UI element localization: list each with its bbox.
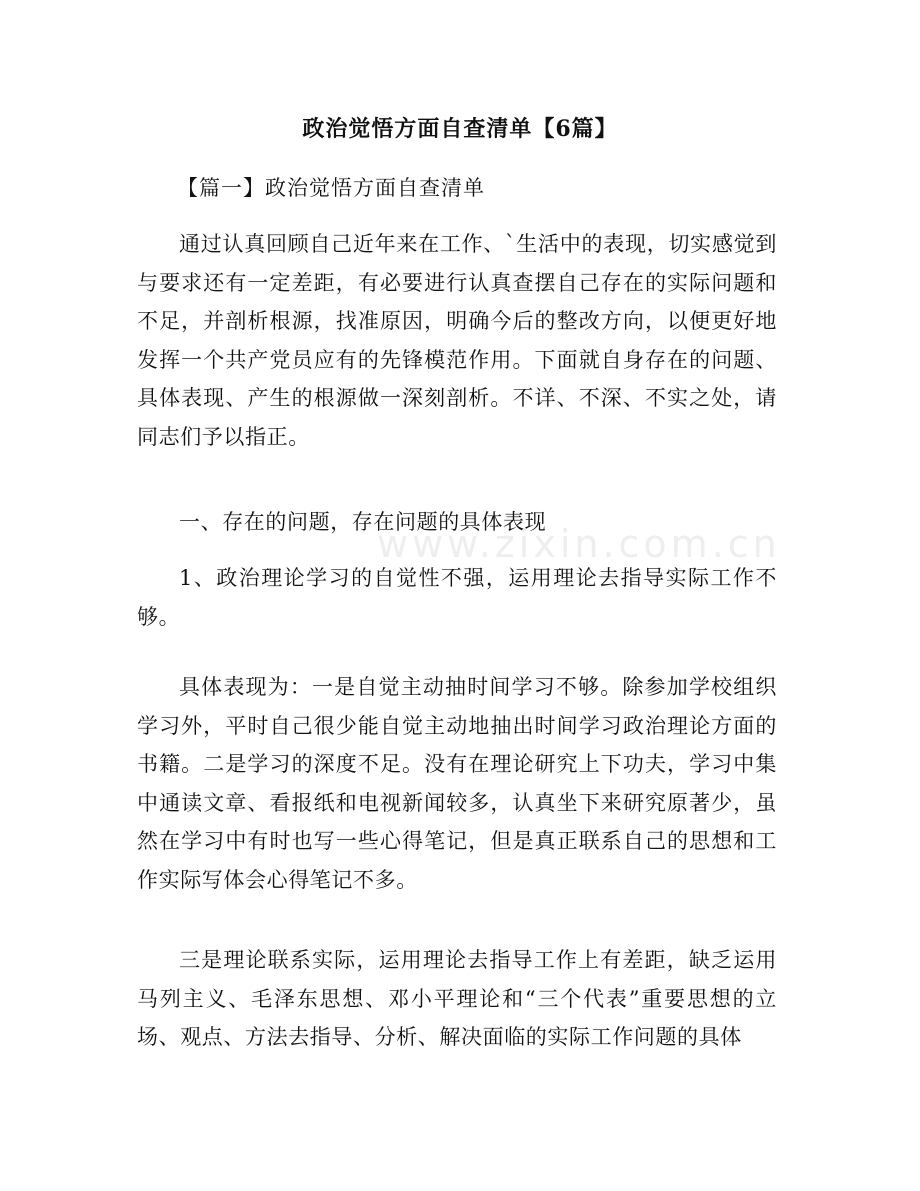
section-heading: 【篇一】政治觉悟方面自查清单 — [177, 176, 485, 200]
paragraph-continued: 三是理论联系实际，运用理论去指导工作上有差距，缺乏运用马列主义、毛泽东思想、邓小平理论和“三个代表”重要思想的立场、观点、方法去指导、分析、解决面临的实际工作问题的具体 — [137, 948, 777, 1049]
watermark: www.zixin.com.cn — [377, 522, 781, 566]
paragraph-subheading: 一、存在的问题，存在问题的具体表现 — [179, 510, 547, 534]
paragraph-item-1: 1、政治理论学习的自觉性不强，运用理论去指导实际工作不够。 — [137, 566, 777, 629]
paragraph-intro: 通过认真回顾自己近年来在工作、`生活中的表现，切实感觉到与要求还有一定差距，有必要进行认真查摆自己存在的实际问题和不足，并剖析根源，找准原因，明确今后的整改方向，以便更好地发挥一个共产党员应有的先锋模范作用。下面就自身存在的问题、具体表现、产生的根源做一深刻剖析。不详、不深、不实之处，请同志们予以指正。 — [137, 232, 777, 449]
document-title: 政治觉悟方面自查清单【6篇】 — [302, 116, 618, 142]
paragraph-details: 具体表现为：一是自觉主动抽时间学习不够。除参加学校组织学习外，平时自己很少能自觉主动地抽出时间学习政治理论方面的书籍。二是学习的深度不足。没有在理论研究上下功夫，学习中集中通读文章、看报纸和电视新闻较多，认真坐下来研究原著少，虽然在学习中有时也写一些心得笔记，但是真正联系自己的思想和工作实际写体会心得笔记不多。 — [137, 675, 777, 892]
